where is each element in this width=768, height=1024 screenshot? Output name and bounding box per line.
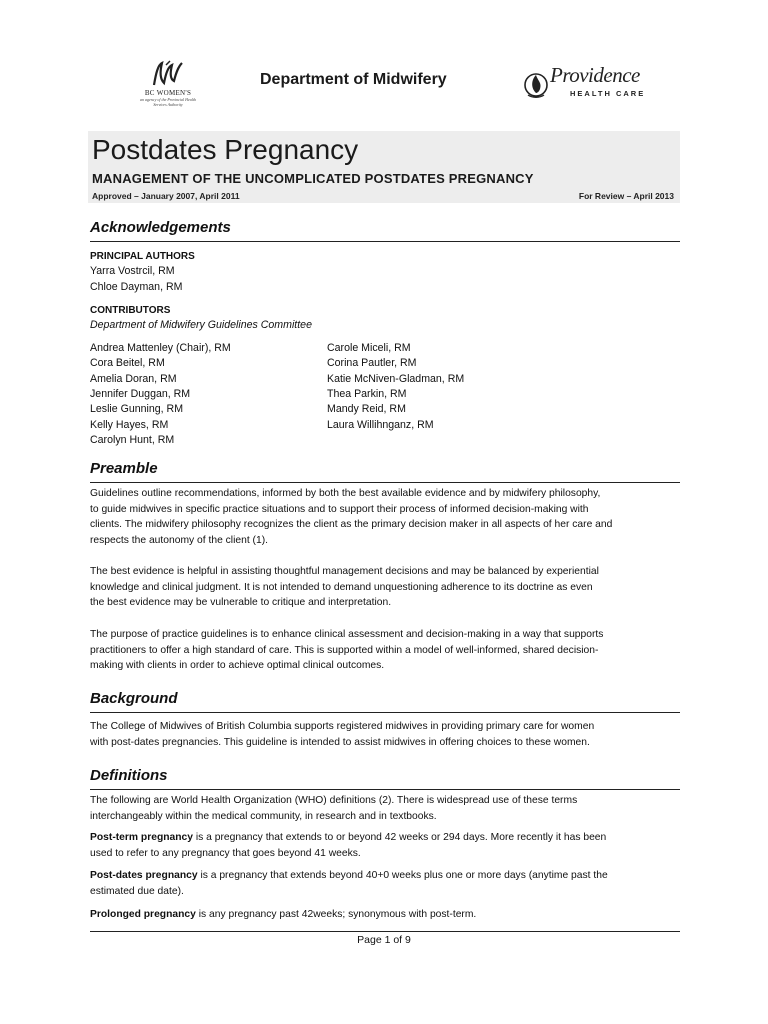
definitions-heading: Definitions — [90, 767, 168, 784]
contributor-left: Cora Beitel, RM — [90, 357, 165, 369]
text-line: to guide midwives in specific practice situations and to support their process of informed decision-making with — [90, 503, 589, 515]
contributor-left: Kelly Hayes, RM — [90, 419, 169, 431]
contributor-right: Carole Miceli, RM — [327, 342, 411, 354]
review-date: For Review – April 2013 — [578, 191, 674, 201]
providence-flame-icon — [522, 65, 552, 105]
text-line — [90, 868, 680, 884]
acknowledgements-heading: Acknowledgements — [90, 219, 231, 236]
contributor-left: Carolyn Hunt, RM — [90, 434, 175, 446]
text-line: respects the autonomy of the client (1). — [90, 534, 268, 546]
definition-text: is any pregnancy past 42weeks; synonymous with post-term. — [195, 909, 477, 920]
text-line: making with clients in order to achieve optimal clinical outcomes. — [90, 660, 385, 672]
text-line: Guidelines outline recommendations, informed by both the best available evidence and by midwifery philosophy, — [90, 488, 601, 499]
department-title: Department of Midwifery — [260, 71, 447, 88]
contributor-left: Amelia Doran, RM — [90, 373, 177, 385]
document-subtitle — [92, 171, 534, 186]
definition-term: Post-dates pregnancy — [90, 870, 198, 881]
principal-author: Chloe Dayman, RM — [90, 281, 183, 293]
text-line: the best evidence may be vulnerable to critique and interpretation. — [90, 597, 392, 609]
document-title: Postdates Pregnancy — [92, 134, 359, 165]
contributor-right: Katie McNiven-Gladman, RM — [327, 373, 465, 385]
contributor-left: Andrea Mattenley (Chair), RM — [90, 342, 231, 354]
contributor-left: Jennifer Duggan, RM — [90, 388, 191, 400]
providence-logo — [522, 61, 652, 107]
background-heading: Background — [90, 690, 178, 707]
page-number: Page 1 of 9 — [357, 934, 411, 946]
contributor-left: Leslie Gunning, RM — [90, 403, 184, 415]
text-line — [90, 907, 680, 923]
contributors-label: CONTRIBUTORS — [90, 305, 171, 316]
title-block — [88, 131, 680, 203]
providence-wordmark: Providence — [550, 63, 640, 87]
definitions-intro — [90, 793, 680, 824]
background-paragraph — [90, 719, 680, 750]
definition-post-term — [90, 830, 680, 861]
contributor-right: Mandy Reid, RM — [327, 403, 406, 415]
approved-dates: Approved – January 2007, April 2011 — [92, 191, 240, 201]
section-rule — [90, 482, 680, 483]
text-line: used to refer to any pregnancy that goes beyond 41 weeks. — [90, 847, 361, 859]
definition-text: is a pregnancy that extends to or beyond 42 weeks or 294 days. More recently it has been — [193, 832, 607, 843]
contributor-right: Corina Pautler, RM — [327, 357, 417, 369]
document-subtitle-text: MANAGEMENT OF THE UNCOMPLICATED POSTDATES PREGNANCY — [92, 171, 534, 186]
text-line: The purpose of practice guidelines is to enhance clinical assessment and decision-making in a way that supports — [90, 629, 604, 640]
text-line: clients. The midwifery philosophy recognizes the client as the primary decision maker in all aspects of her care and — [90, 519, 613, 531]
principal-authors-label: PRINCIPAL AUTHORS — [90, 251, 195, 262]
section-rule — [90, 712, 680, 713]
preamble-paragraph-3 — [90, 627, 680, 674]
section-rule — [90, 789, 680, 790]
preamble-paragraph-1 — [90, 486, 680, 548]
text-line: The College of Midwives of British Columbia supports registered midwives in providing primary care for women — [90, 721, 595, 732]
text-line: practitioners to offer a high standard of care. This is supported within a model of well-informed, shared decision- — [90, 644, 599, 656]
definition-text: is a pregnancy that extends beyond 40+0 weeks plus one or more days (anytime past the — [197, 870, 608, 881]
text-line: The following are World Health Organization (WHO) definitions (2). There is widespread use of these terms — [90, 795, 578, 806]
principal-author: Yarra Vostrcil, RM — [90, 265, 175, 277]
text-line: estimated due date). — [90, 885, 184, 897]
bc-womens-name: BC WOMEN'S — [144, 89, 192, 97]
footer-rule — [90, 931, 680, 932]
preamble-heading: Preamble — [90, 460, 158, 477]
bc-womens-mark-icon — [148, 59, 188, 89]
preamble-paragraph-2 — [90, 564, 680, 611]
text-line: interchangeably within the medical community, in research and in textbooks. — [90, 810, 437, 822]
bc-womens-subtitle: an agency of the Provincial Health Services Authority — [140, 97, 196, 107]
definition-prolonged — [90, 907, 680, 923]
contributor-right: Thea Parkin, RM — [327, 388, 407, 400]
text-line — [90, 830, 680, 846]
definition-term: Prolonged pregnancy — [90, 909, 196, 920]
committee-name: Department of Midwifery Guidelines Committee — [90, 319, 312, 331]
contributor-right: Laura Willihnganz, RM — [327, 419, 434, 431]
text-line: knowledge and clinical judgment. It is not intended to demand unquestioning adherence to its doctrine as even — [90, 581, 593, 593]
text-line: The best evidence is helpful in assisting thoughtful management decisions and may be balanced by experiential — [90, 566, 599, 577]
section-rule — [90, 241, 680, 242]
definition-term: Post-term pregnancy — [90, 832, 193, 843]
providence-health-care-label: HEALTH CARE — [570, 89, 646, 98]
text-line: with post-dates pregnancies. This guideline is intended to assist midwives in offering choices to these women. — [90, 736, 590, 748]
bc-womens-logo — [138, 59, 198, 117]
definition-post-dates — [90, 868, 680, 899]
document-header — [90, 55, 680, 115]
